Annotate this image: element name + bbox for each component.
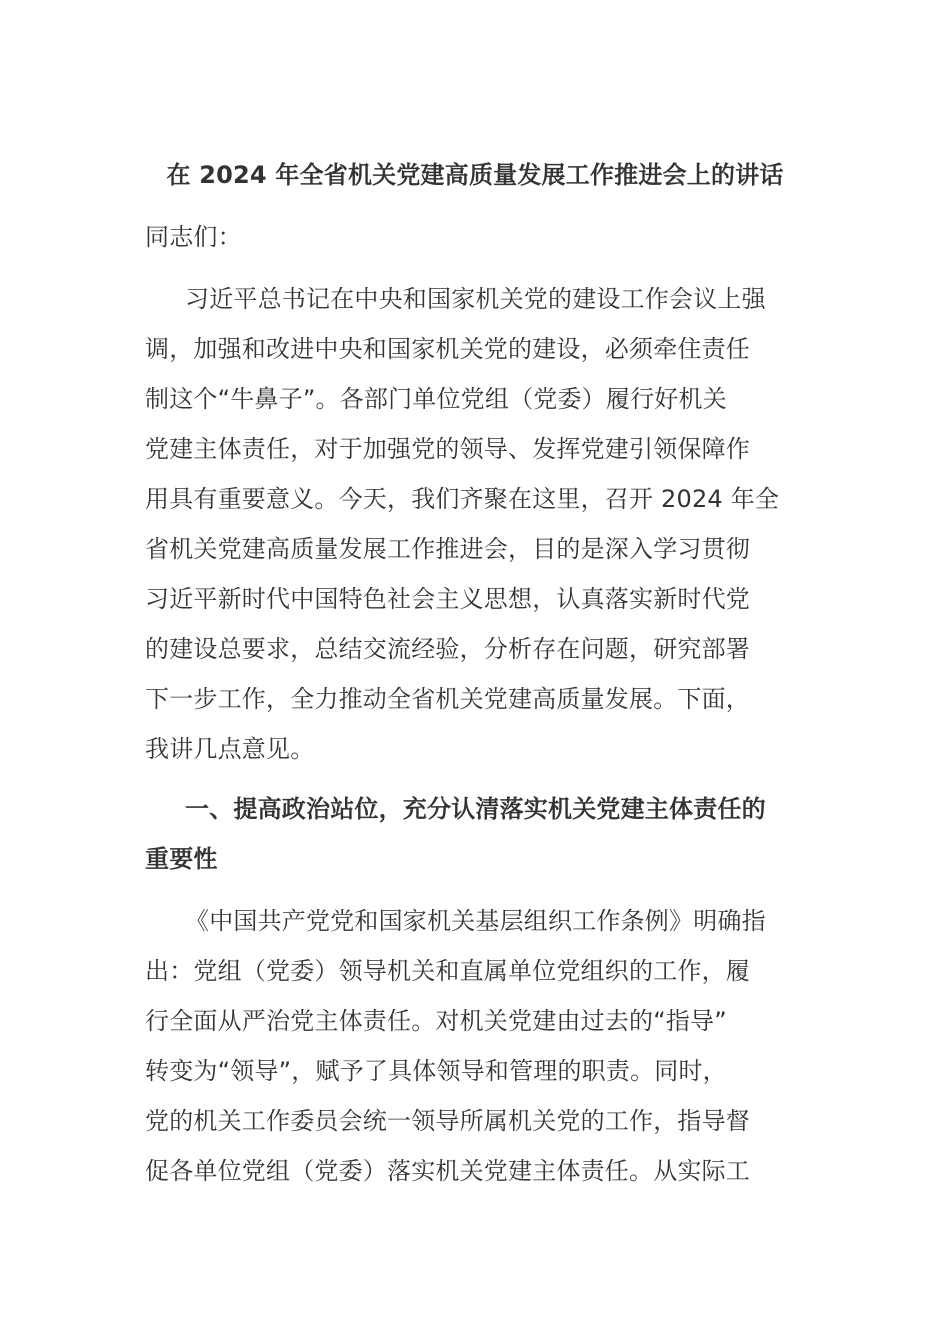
paragraph-2-line: 转变为“领导”，赋予了具体领导和管理的职责。同时，: [145, 1057, 727, 1085]
paragraph-1-line: 党建主体责任，对于加强党的领导、发挥党建引领保障作: [145, 435, 750, 463]
paragraph-1-line: 制这个“牛鼻子”。各部门单位党组（党委）履行好机关: [145, 385, 727, 413]
paragraph-1-line: 习近平新时代中国特色社会主义思想，认真落实新时代党: [145, 585, 750, 613]
paragraph-1-line: 我讲几点意见。: [145, 735, 315, 763]
section-heading-line: 一、提高政治站位，充分认清落实机关党建主体责任的: [185, 795, 766, 823]
paragraph-1-line: 用具有重要意义。今天，我们齐聚在这里，召开 2024 年全: [145, 485, 780, 513]
paragraph-2-line: 出：党组（党委）领导机关和直属单位党组织的工作，履: [145, 957, 750, 985]
paragraph-2-line: 《中国共产党党和国家机关基层组织工作条例》明确指: [185, 907, 766, 935]
paragraph-1-line: 的建设总要求，总结交流经验，分析存在问题，研究部署: [145, 635, 750, 663]
paragraph-1-line: 下一步工作，全力推动全省机关党建高质量发展。下面，: [145, 685, 750, 713]
paragraph-2-line: 促各单位党组（党委）落实机关党建主体责任。从实际工: [145, 1157, 750, 1185]
paragraph-1-line: 调，加强和改进中央和国家机关党的建设，必须牵住责任: [145, 335, 750, 363]
paragraph-2-line: 党的机关工作委员会统一领导所属机关党的工作，指导督: [145, 1107, 750, 1135]
section-heading-line: 重要性: [145, 845, 218, 873]
paragraph-1-line: 省机关党建高质量发展工作推进会，目的是深入学习贯彻: [145, 535, 750, 563]
greeting: 同志们：: [145, 223, 242, 251]
document-title: 在 2024 年全省机关党建高质量发展工作推进会上的讲话: [166, 161, 784, 189]
paragraph-2-line: 行全面从严治党主体责任。对机关党建由过去的“指导”: [145, 1007, 727, 1035]
paragraph-1-line: 习近平总书记在中央和国家机关党的建设工作会议上强: [185, 285, 766, 313]
